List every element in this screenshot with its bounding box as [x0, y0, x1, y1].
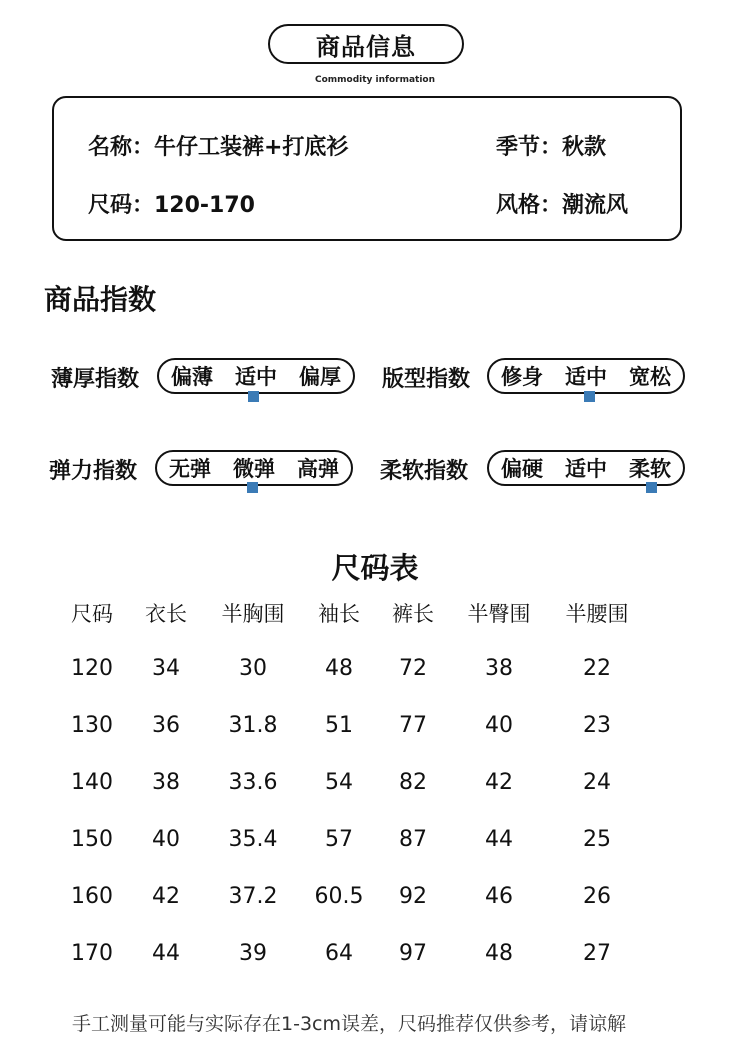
table-cell: 36	[152, 713, 180, 738]
table-cell: 23	[583, 713, 611, 738]
table-cell: 24	[583, 770, 611, 795]
table-header-cell: 衣长	[145, 602, 187, 626]
table-cell: 26	[583, 884, 611, 909]
table-cell: 97	[399, 941, 427, 966]
table-header-cell: 半臀围	[467, 602, 531, 626]
table-cell: 82	[399, 770, 427, 795]
scale-marker-elasticity	[247, 482, 258, 493]
table-cell: 120	[71, 656, 113, 681]
table-cell: 170	[71, 941, 113, 966]
info-season: 季节：秋款	[496, 135, 607, 160]
table-cell: 38	[152, 770, 180, 795]
table-cell: 46	[485, 884, 513, 909]
scale-marker-thickness	[248, 391, 259, 402]
disclaimer-note: 手工测量可能与实际存在1-3cm误差，尺码推荐仅供参考，请谅解	[72, 1013, 626, 1035]
index-label-fit: 版型指数	[382, 367, 471, 392]
scale-option: 适中	[565, 365, 607, 389]
scale-option: 适中	[565, 457, 607, 481]
scale-option: 修身	[501, 365, 543, 389]
table-cell: 92	[399, 884, 427, 909]
scale-option: 无弹	[169, 457, 211, 481]
table-cell: 37.2	[228, 884, 278, 909]
table-cell: 27	[583, 941, 611, 966]
table-cell: 42	[485, 770, 513, 795]
table-header-cell: 裤长	[392, 602, 434, 626]
table-cell: 130	[71, 713, 113, 738]
table-cell: 30	[239, 656, 267, 681]
table-cell: 64	[325, 941, 353, 966]
table-cell: 48	[325, 656, 353, 681]
table-cell: 54	[325, 770, 353, 795]
info-style: 风格：潮流风	[496, 193, 629, 218]
scale-option: 高弹	[297, 457, 339, 481]
table-header-cell: 半腰围	[565, 602, 629, 626]
table-cell: 31.8	[228, 713, 278, 738]
table-cell: 40	[152, 827, 180, 852]
table-cell: 48	[485, 941, 513, 966]
table-header-cell: 袖长	[318, 602, 360, 626]
scale-marker-softness	[646, 482, 657, 493]
table-cell: 57	[325, 827, 353, 852]
table-cell: 87	[399, 827, 427, 852]
table-cell: 60.5	[314, 884, 364, 909]
table-header-cell: 尺码	[71, 602, 113, 626]
table-cell: 44	[485, 827, 513, 852]
scale-elasticity	[155, 450, 353, 486]
scale-thickness	[157, 358, 355, 394]
scale-option: 微弹	[233, 457, 275, 481]
table-cell: 39	[239, 941, 267, 966]
scale-softness	[487, 450, 685, 486]
table-cell: 25	[583, 827, 611, 852]
info-name: 名称：牛仔工装裤+打底衫	[88, 135, 349, 160]
scale-option: 宽松	[629, 365, 671, 389]
table-cell: 38	[485, 656, 513, 681]
table-cell: 140	[71, 770, 113, 795]
index-section-title: 商品指数	[44, 283, 157, 316]
table-cell: 34	[152, 656, 180, 681]
info-size: 尺码：120-170	[88, 193, 255, 218]
info-box	[52, 96, 682, 241]
table-cell: 44	[152, 941, 180, 966]
page-title: 商品信息	[316, 32, 416, 61]
table-cell: 40	[485, 713, 513, 738]
scale-option: 偏硬	[501, 457, 543, 481]
scale-option: 偏薄	[171, 365, 213, 389]
scale-marker-fit	[584, 391, 595, 402]
table-cell: 35.4	[228, 827, 278, 852]
scale-option: 偏厚	[299, 365, 341, 389]
table-cell: 150	[71, 827, 113, 852]
section-header-pill	[268, 24, 464, 64]
table-header-cell: 半胸围	[221, 602, 285, 626]
table-cell: 77	[399, 713, 427, 738]
index-label-softness: 柔软指数	[380, 459, 469, 484]
index-label-thickness: 薄厚指数	[51, 367, 140, 392]
scale-fit	[487, 358, 685, 394]
table-cell: 160	[71, 884, 113, 909]
table-cell: 22	[583, 656, 611, 681]
scale-option: 柔软	[629, 457, 671, 481]
table-cell: 72	[399, 656, 427, 681]
table-cell: 42	[152, 884, 180, 909]
scale-option: 适中	[235, 365, 277, 389]
page-subtitle: Commodity information	[314, 75, 435, 85]
table-cell: 33.6	[228, 770, 278, 795]
table-cell: 51	[325, 713, 353, 738]
size-table-title: 尺码表	[331, 551, 419, 585]
index-label-elasticity: 弹力指数	[49, 459, 138, 484]
